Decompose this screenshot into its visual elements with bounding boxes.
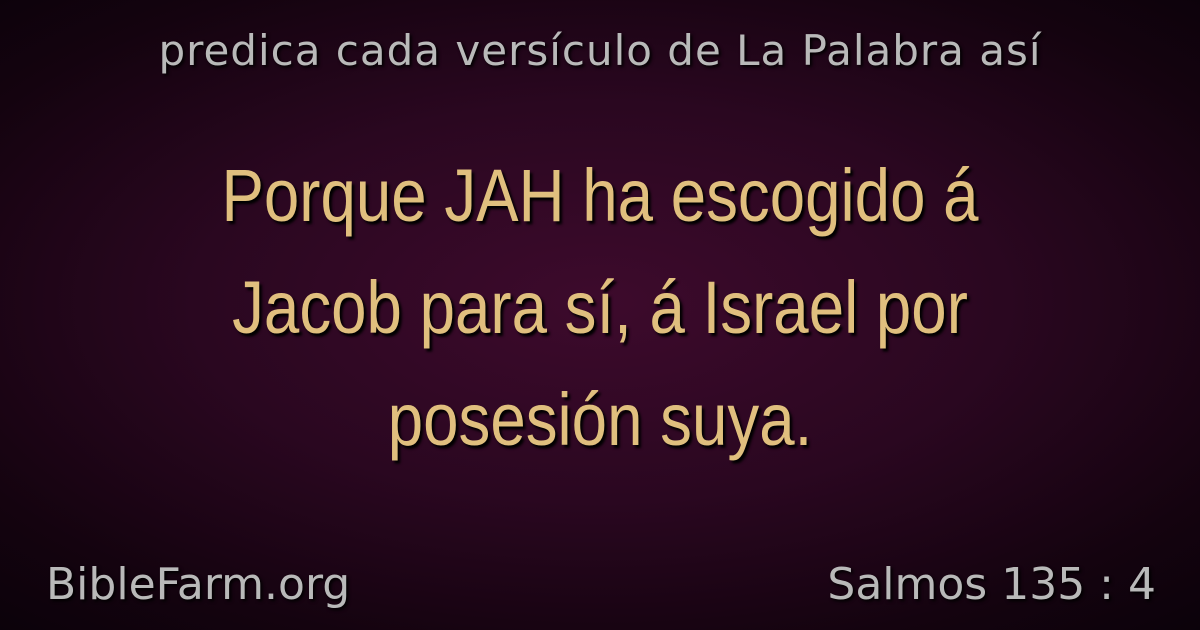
verse-reference: Salmos 135 : 4 [827,559,1156,610]
verse-text: Porque JAH ha escogido á Jacob para sí, á Israel por posesión suya. [221,154,979,461]
tagline: predica cada versículo de La Palabra así [158,26,1042,75]
site-link[interactable]: BibleFarm.org [46,559,351,610]
